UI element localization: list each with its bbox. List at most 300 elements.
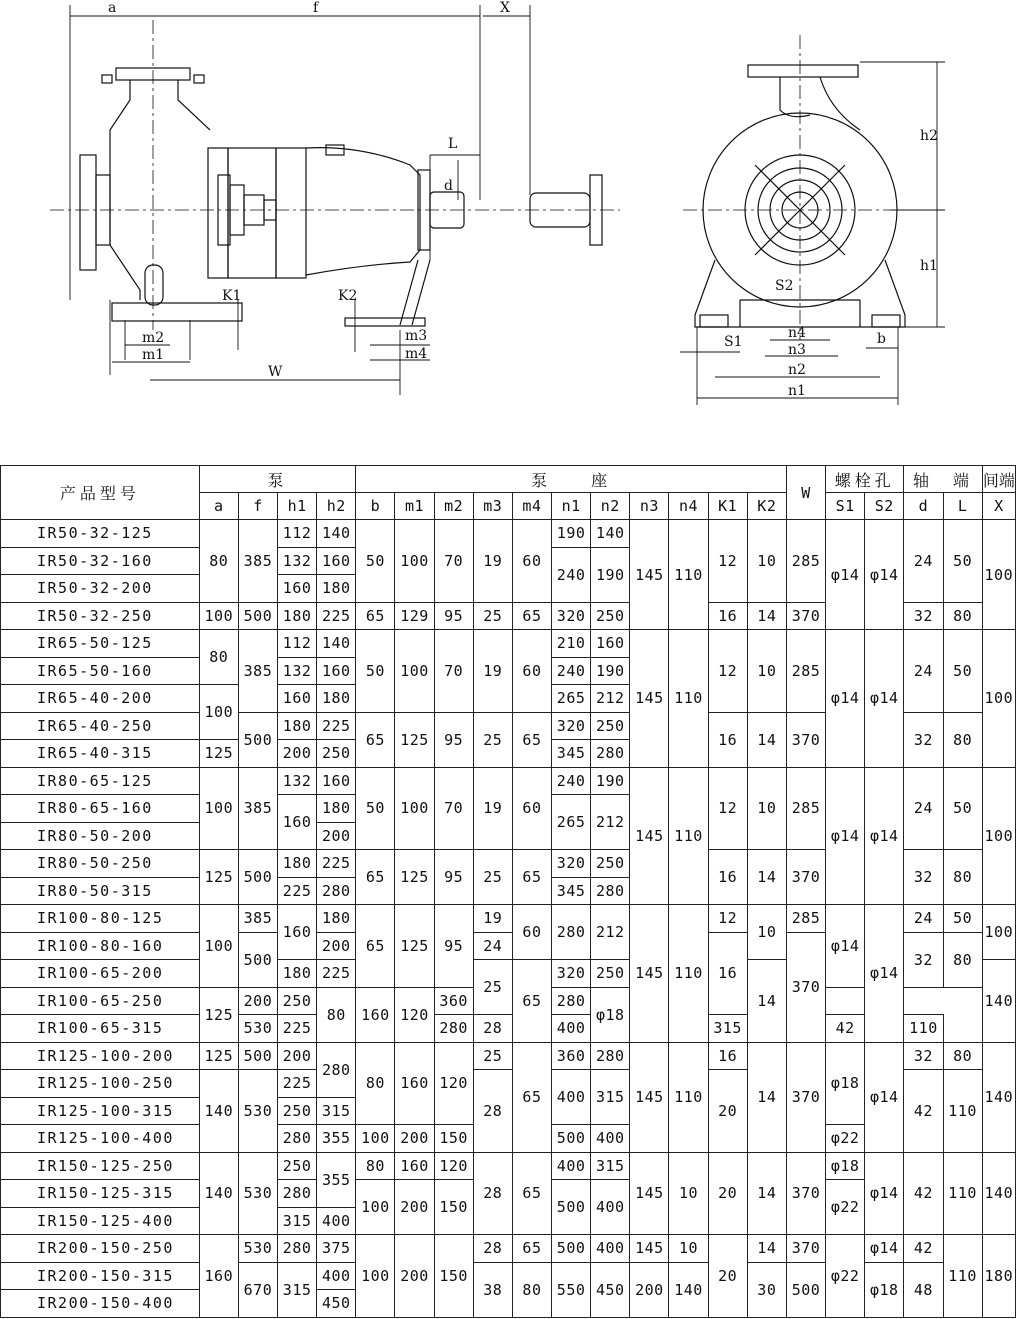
value-cell: 140 [317,630,356,658]
value-cell: 500 [238,602,277,630]
value-cell: 140 [591,520,630,548]
header-bolt: 螺栓孔 [826,466,904,493]
value-cell: 80 [943,1042,982,1070]
value-cell: 400 [552,1015,591,1043]
value-cell: 145 [630,767,669,905]
label-w: W [268,364,283,380]
value-cell: 370 [786,1042,825,1152]
label-m3: m3 [405,328,428,344]
value-cell: 200 [395,1235,434,1318]
subheader-s2: S2 [865,493,904,520]
model-cell: IR65-40-200 [1,685,200,713]
value-cell: 225 [278,1015,317,1043]
value-cell: 38 [473,1262,512,1317]
value-cell: 80 [943,932,982,987]
header-model: 产品型号 [1,466,200,520]
value-cell: 370 [786,850,825,905]
model-cell: IR100-80-160 [1,932,200,960]
pump-dimension-drawing [0,0,1017,460]
value-cell: 140 [199,1152,238,1235]
value-cell: 25 [473,960,512,1015]
value-cell: 80 [512,1262,551,1317]
subheader-a: a [199,493,238,520]
model-cell: IR50-32-160 [1,547,200,575]
value-cell: 12 [708,767,747,850]
table-row [1,767,1016,795]
value-cell: 65 [356,850,395,905]
label-k1: K1 [222,288,242,304]
value-cell: 32 [904,1042,943,1070]
value-cell: 100 [982,630,1015,768]
value-cell: 280 [552,905,591,960]
value-cell: 14 [747,712,786,767]
value-cell: 212 [591,905,630,960]
value-cell: 14 [747,960,786,1043]
value-cell: 50 [943,905,982,933]
value-cell: 212 [591,795,630,850]
value-cell: 25 [473,602,512,630]
value-cell: 280 [591,877,630,905]
value-cell: 280 [278,1235,317,1263]
value-cell: 250 [317,740,356,768]
value-cell: 285 [786,630,825,713]
label-m2: m2 [142,330,165,346]
value-cell: 28 [473,1152,512,1235]
value-cell: 240 [552,547,591,602]
value-cell: 132 [278,547,317,575]
table-row [1,1152,1016,1180]
value-cell: φ14 [865,1042,904,1152]
value-cell: 50 [943,520,982,603]
value-cell: 14 [747,602,786,630]
value-cell: 400 [591,1235,630,1263]
value-cell: 30 [747,1262,786,1317]
subheader-m4: m4 [512,493,551,520]
value-cell: 160 [278,685,317,713]
label-k2: K2 [338,288,358,304]
value-cell: 180 [278,960,317,988]
value-cell: 250 [278,1097,317,1125]
value-cell: 450 [317,1290,356,1318]
value-cell: 110 [669,630,708,768]
model-cell: IR125-100-400 [1,1125,200,1153]
value-cell: φ14 [865,1152,904,1235]
value-cell: 315 [591,1152,630,1180]
label-m4: m4 [405,346,428,362]
value-cell: 110 [943,1152,982,1235]
value-cell: 250 [278,987,317,1015]
value-cell: 125 [395,905,434,988]
value-cell: 212 [591,685,630,713]
value-cell: 190 [552,520,591,548]
label-x: X [500,0,510,16]
model-cell: IR150-125-400 [1,1207,200,1235]
value-cell: φ22 [826,1235,865,1318]
value-cell: 140 [669,1262,708,1317]
value-cell: 225 [317,850,356,878]
dimension-labels [108,0,938,399]
value-cell: 112 [278,630,317,658]
value-cell: 355 [317,1125,356,1153]
value-cell: 80 [356,1152,395,1180]
value-cell: 80 [943,602,982,630]
value-cell: 280 [317,1042,356,1097]
table-row [1,520,1016,548]
value-cell: 110 [669,520,708,630]
value-cell: 345 [552,877,591,905]
value-cell: 80 [356,1042,395,1125]
model-cell: IR80-50-250 [1,850,200,878]
model-cell: IR100-65-200 [1,960,200,988]
value-cell: 160 [356,987,395,1042]
value-cell: 24 [904,520,943,603]
value-cell: 160 [317,767,356,795]
value-cell: 400 [552,1152,591,1180]
value-cell: 65 [356,602,395,630]
label-s2: S2 [775,278,794,294]
value-cell: 370 [786,1152,825,1235]
value-cell: 120 [434,1042,473,1125]
value-cell: 280 [278,1180,317,1208]
value-cell: 125 [199,1042,238,1070]
value-cell: 360 [552,1042,591,1070]
subheader-h1: h1 [278,493,317,520]
value-cell: 500 [552,1180,591,1235]
value-cell: 210 [552,630,591,658]
value-cell: 50 [356,767,395,850]
value-cell: 145 [630,630,669,768]
value-cell: 100 [395,520,434,603]
value-cell: 450 [591,1262,630,1317]
value-cell: 10 [747,520,786,603]
value-cell: 50 [356,520,395,603]
model-cell: IR125-100-315 [1,1097,200,1125]
value-cell: 320 [552,960,591,988]
header-pump: 泵 [199,466,356,493]
value-cell: 100 [199,602,238,630]
header-w: W [786,466,825,520]
value-cell: 95 [434,712,473,767]
value-cell: 160 [317,547,356,575]
model-cell: IR100-65-315 [1,1015,200,1043]
value-cell: 370 [786,932,825,1042]
table-body [1,466,1016,1318]
value-cell: 225 [278,877,317,905]
value-cell: 80 [943,850,982,905]
value-cell: 50 [356,630,395,713]
value-cell: 80 [199,520,238,603]
value-cell: 100 [199,685,238,740]
value-cell: 150 [434,1180,473,1235]
value-cell: 400 [317,1207,356,1235]
value-cell: 32 [904,850,943,905]
model-cell: IR125-100-250 [1,1070,200,1098]
value-cell: 200 [630,1262,669,1317]
value-cell: 200 [238,987,277,1015]
value-cell: 370 [786,712,825,767]
model-cell: IR65-40-250 [1,712,200,740]
value-cell: 385 [238,905,277,933]
value-cell: φ14 [865,1235,904,1263]
table-row [1,1235,1016,1263]
subheader-m1: m1 [395,493,434,520]
value-cell: 385 [238,767,277,850]
value-cell: 65 [512,602,551,630]
model-cell: IR150-125-250 [1,1152,200,1180]
value-cell: 385 [238,520,277,603]
value-cell: 190 [591,767,630,795]
value-cell: 265 [552,685,591,713]
value-cell: 110 [669,767,708,905]
model-cell: IR200-150-250 [1,1235,200,1263]
value-cell: 65 [356,712,395,767]
table-row [1,905,1016,933]
value-cell: 315 [317,1097,356,1125]
label-n1: n1 [788,383,806,399]
value-cell: 20 [708,1152,747,1235]
value-cell: 70 [434,767,473,850]
subheader-n3: n3 [630,493,669,520]
value-cell: 240 [552,657,591,685]
value-cell: 42 [904,1070,943,1153]
model-cell: IR125-100-200 [1,1042,200,1070]
top-dimensions [70,5,530,300]
label-h2: h2 [920,128,938,144]
value-cell: 50 [943,767,982,850]
label-l: L [448,136,458,152]
subheader-f: f [238,493,277,520]
value-cell: 110 [669,905,708,1043]
value-cell: 65 [512,960,551,1043]
value-cell: φ14 [865,520,904,630]
value-cell: 10 [669,1235,708,1263]
value-cell: 65 [512,1042,551,1152]
subheader-b: b [356,493,395,520]
subheader-m2: m2 [434,493,473,520]
value-cell: 125 [199,850,238,905]
table-row [1,630,1016,658]
value-cell: 32 [904,602,943,630]
value-cell: 19 [473,767,512,850]
value-cell: 14 [747,1042,786,1152]
value-cell: 80 [317,987,356,1042]
value-cell: φ18 [826,1152,865,1180]
value-cell: 120 [395,987,434,1042]
value-cell: 240 [552,767,591,795]
value-cell: 120 [434,1152,473,1180]
value-cell: 132 [278,657,317,685]
value-cell: 370 [786,1235,825,1263]
value-cell: 145 [630,1152,669,1235]
value-cell: 225 [317,960,356,988]
value-cell: 400 [591,1125,630,1153]
label-s1: S1 [724,334,743,350]
value-cell: 16 [708,932,747,1015]
value-cell: φ14 [826,630,865,768]
value-cell: 145 [630,520,669,630]
value-cell: 65 [356,905,395,988]
value-cell: 250 [591,602,630,630]
value-cell: 19 [473,905,512,933]
model-cell: IR200-150-315 [1,1262,200,1290]
value-cell: 315 [708,1015,747,1043]
value-cell: 250 [591,712,630,740]
value-cell: 100 [982,767,1015,905]
value-cell: 160 [278,575,317,603]
value-cell: 285 [786,520,825,603]
subheader-n4: n4 [669,493,708,520]
value-cell: 200 [395,1180,434,1235]
value-cell: φ14 [865,767,904,905]
value-cell: 180 [278,602,317,630]
value-cell: 550 [552,1262,591,1317]
value-cell: 500 [786,1262,825,1317]
model-cell: IR100-65-250 [1,987,200,1015]
value-cell: 125 [395,850,434,905]
model-cell: IR50-32-200 [1,575,200,603]
value-cell: 180 [278,850,317,878]
model-cell: IR65-40-315 [1,740,200,768]
subheader-h2: h2 [317,493,356,520]
value-cell: 180 [982,1235,1015,1318]
value-cell: 180 [317,685,356,713]
value-cell: 100 [982,520,1015,630]
value-cell: 500 [238,850,277,905]
label-n4: n4 [788,325,806,341]
value-cell: φ14 [826,767,865,905]
value-cell: 160 [199,1235,238,1318]
value-cell: 60 [512,630,551,713]
value-cell: φ18 [865,1262,904,1317]
dimension-table [0,465,1016,1318]
value-cell: 315 [278,1262,317,1317]
value-cell: 160 [278,795,317,850]
label-h1: h1 [920,258,938,274]
value-cell: 530 [238,1070,277,1153]
value-cell: 10 [747,630,786,713]
value-cell: 80 [199,630,238,685]
value-cell: 140 [317,520,356,548]
value-cell: 12 [708,630,747,713]
value-cell: 280 [434,1015,473,1043]
label-m1: m1 [142,347,165,363]
value-cell: 355 [317,1152,356,1207]
value-cell: 28 [473,1235,512,1263]
value-cell: 500 [552,1235,591,1263]
value-cell: 20 [708,1235,747,1318]
value-cell: 125 [395,712,434,767]
label-b: b [877,331,886,347]
value-cell: 250 [591,960,630,988]
value-cell: 530 [238,1235,277,1263]
value-cell: 375 [317,1235,356,1263]
value-cell: φ18 [826,1042,865,1125]
value-cell: 16 [708,602,747,630]
value-cell: 14 [747,850,786,905]
value-cell: 100 [199,767,238,850]
value-cell: 385 [238,630,277,713]
value-cell: φ14 [865,905,904,1043]
value-cell: 129 [395,602,434,630]
value-cell: 500 [238,1042,277,1070]
value-cell: φ22 [826,1180,865,1235]
value-cell: 280 [552,987,591,1015]
value-cell: 24 [904,630,943,713]
value-cell: 80 [943,712,982,767]
value-cell: 110 [904,1015,943,1043]
header-shaft: 轴 端 [904,466,982,493]
value-cell: 14 [747,1152,786,1235]
value-cell: 12 [708,905,747,933]
subheader-k1: K1 [708,493,747,520]
value-cell: 160 [278,905,317,960]
value-cell: 10 [669,1152,708,1235]
header-base: 泵 座 [356,466,787,493]
value-cell: 110 [943,1070,982,1153]
value-cell: 360 [434,987,473,1015]
label-n3: n3 [788,342,806,358]
value-cell: 125 [199,987,238,1042]
value-cell: 110 [943,1235,982,1318]
value-cell: 315 [591,1070,630,1125]
value-cell: 10 [747,767,786,850]
value-cell: 20 [708,1070,747,1153]
value-cell: 42 [826,1015,865,1043]
value-cell: 112 [278,520,317,548]
value-cell: 160 [317,657,356,685]
value-cell: 70 [434,630,473,713]
label-n2: n2 [788,362,806,378]
value-cell: 190 [591,547,630,602]
value-cell: φ18 [591,987,630,1042]
value-cell: 225 [278,1070,317,1098]
value-cell: 250 [591,850,630,878]
value-cell: 500 [552,1125,591,1153]
subheader-k2: K2 [747,493,786,520]
value-cell: 670 [238,1262,277,1317]
value-cell: 19 [473,520,512,603]
value-cell: 280 [278,1125,317,1153]
model-cell: IR65-50-125 [1,630,200,658]
value-cell: 200 [317,822,356,850]
value-cell: 95 [434,602,473,630]
value-cell: 14 [747,1235,786,1263]
label-a: a [108,0,117,16]
value-cell: 160 [395,1042,434,1125]
value-cell: 100 [356,1125,395,1153]
value-cell: 100 [356,1235,395,1318]
value-cell: 100 [395,767,434,850]
value-cell: 400 [591,1180,630,1235]
value-cell: 19 [473,630,512,713]
value-cell: φ14 [826,905,865,988]
table-row [1,1015,1016,1043]
value-cell: 140 [982,960,1015,1043]
value-cell: 250 [278,1152,317,1180]
value-cell: 320 [552,602,591,630]
subheader-n2: n2 [591,493,630,520]
value-cell: 400 [317,1262,356,1290]
value-cell: φ14 [865,630,904,768]
value-cell: 530 [238,1152,277,1235]
value-cell: 25 [473,1042,512,1070]
value-cell: 285 [786,767,825,850]
value-cell: 280 [317,877,356,905]
value-cell: 32 [904,932,943,987]
value-cell: 28 [473,1070,512,1153]
subheader-s1: S1 [826,493,865,520]
value-cell: 70 [434,520,473,603]
